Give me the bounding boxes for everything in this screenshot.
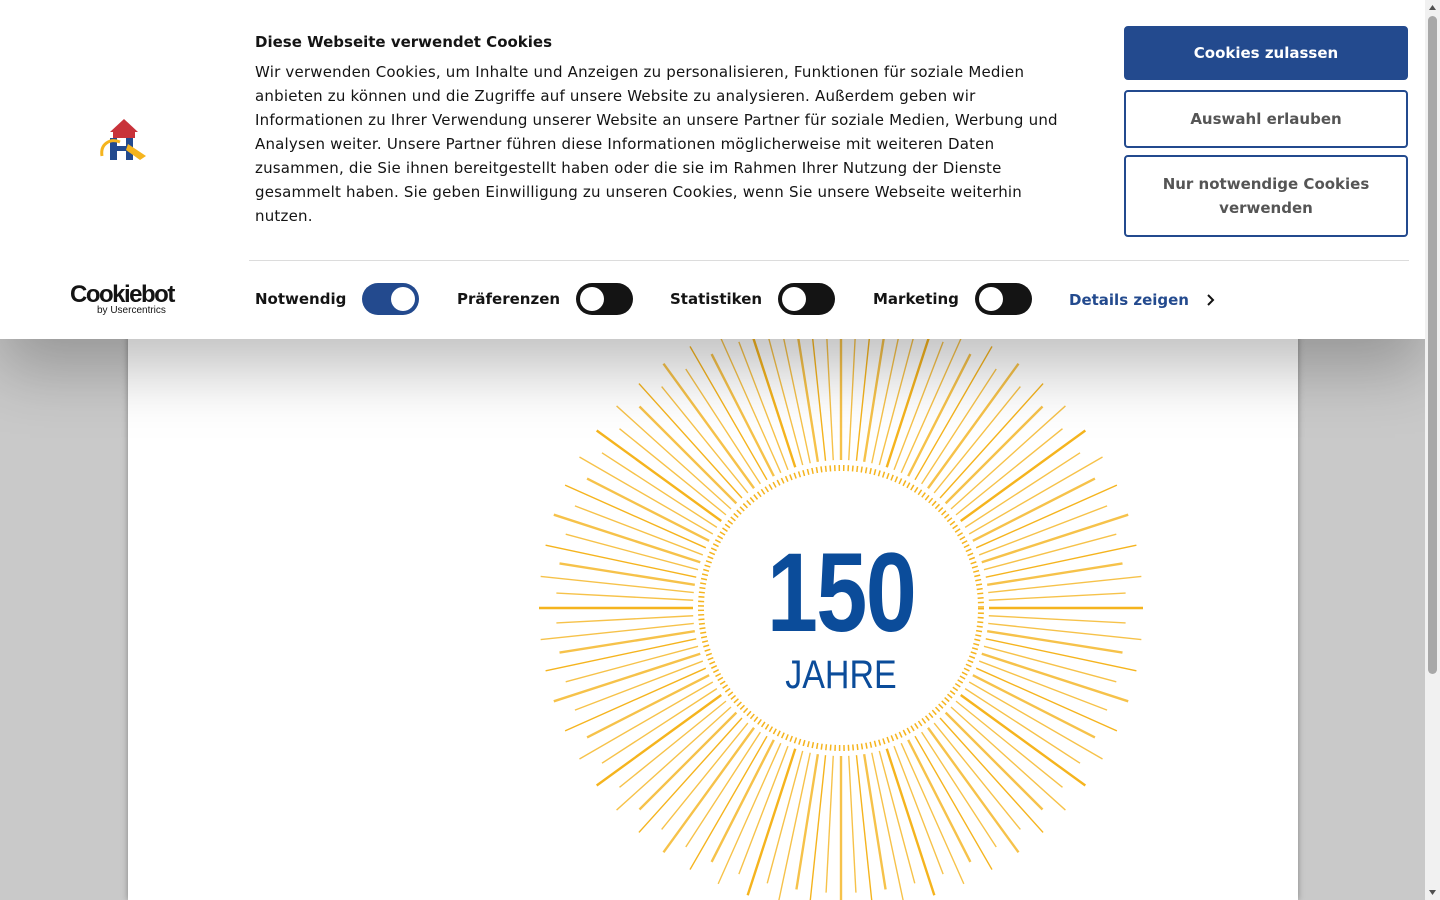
- chevron-right-icon[interactable]: [1205, 293, 1217, 307]
- necessary-cookies-only-button[interactable]: Nur notwendige Cookies verwenden: [1124, 155, 1408, 237]
- scroll-down-arrow-icon[interactable]: [1425, 885, 1440, 900]
- allow-selection-button[interactable]: Auswahl erlauben: [1124, 90, 1408, 148]
- toggle-label-marketing: Marketing: [873, 290, 959, 308]
- banner-title: Diese Webseite verwendet Cookies: [255, 33, 553, 51]
- cookie-banner: [0, 0, 1425, 339]
- toggle-necessary[interactable]: [362, 283, 419, 315]
- anniversary-number: 150: [766, 530, 916, 655]
- toggle-marketing[interactable]: [975, 283, 1032, 315]
- toggle-knob: [782, 287, 806, 311]
- toggle-label-preferences: Präferenzen: [457, 290, 561, 308]
- toggle-label-statistics: Statistiken: [670, 290, 763, 308]
- allow-all-cookies-button[interactable]: Cookies zulassen: [1124, 26, 1408, 80]
- toggle-statistics[interactable]: [778, 283, 835, 315]
- toggle-knob: [979, 287, 1003, 311]
- show-details-link[interactable]: Details zeigen: [1069, 291, 1189, 309]
- banner-description: Wir verwenden Cookies, um Inhalte und Anzeigen zu personalisieren, Funktionen für soziale Medien anbieten zu können und die Zugriffe auf unsere Website zu analysieren. Außerdem geben wir Informationen zu Ihrer Verwendung unserer Website an unsere Partner für soziale Medien, Werbung und Analysen weiter. Unsere Partner führen diese Informationen möglicherweise mit weiteren Daten zusammen, die Sie ihnen bereitgestellt haben oder die sie im Rahmen Ihrer Nutzung der Dienste gesammelt haben. Sie geben Einwilligung zu unseren Cookies, wenn Sie unsere Webseite weiterhin nutzen.: [255, 63, 1058, 225]
- scroll-up-arrow-icon[interactable]: [1425, 0, 1440, 15]
- toggle-preferences[interactable]: [576, 283, 633, 315]
- cookiebot-brand: Cookiebot: [70, 281, 174, 308]
- anniversary-word: JAHRE: [785, 653, 897, 697]
- anniversary-emblem: [538, 305, 1144, 900]
- toggle-knob: [580, 287, 604, 311]
- cookiebot-logo: [70, 283, 180, 319]
- toggle-label-necessary: Notwendig: [255, 290, 347, 308]
- toggle-knob: [391, 287, 415, 311]
- house-logo-icon: [96, 116, 148, 164]
- vertical-scrollbar[interactable]: [1425, 0, 1440, 900]
- scrollbar-thumb[interactable]: [1428, 16, 1437, 674]
- cookiebot-byline: by Usercentrics: [97, 305, 166, 316]
- divider: [249, 260, 1409, 261]
